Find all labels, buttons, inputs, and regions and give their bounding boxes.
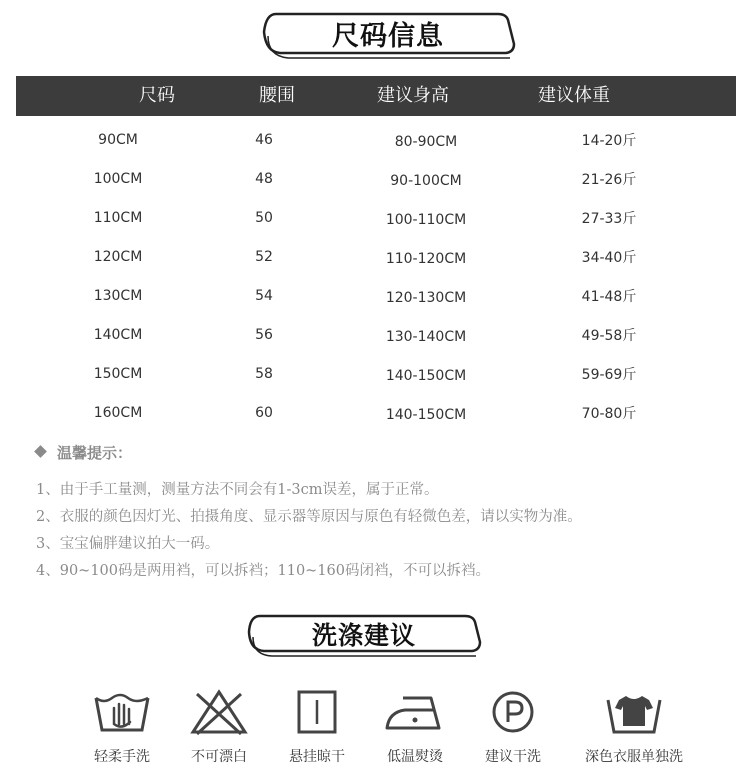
separate-wash-icon	[604, 688, 664, 736]
care-label: 低温熨烫	[387, 749, 443, 765]
cell-weight: 59-69斤	[581, 367, 637, 383]
cell-height: 100-110CM	[385, 212, 467, 228]
size-table-header	[16, 76, 736, 116]
tips-heading	[36, 442, 132, 463]
care-label: 建议干洗	[485, 749, 541, 765]
tip-item-4: 4、90~100码是两用裆，可以拆裆；110~160码闭裆，不可以拆裆。	[36, 563, 491, 579]
header-height: 建议身高	[377, 85, 449, 106]
cell-weight: 27-33斤	[581, 211, 637, 227]
hang-dry-icon	[287, 688, 347, 736]
table-row	[0, 247, 750, 286]
cell-waist: 54	[255, 288, 273, 304]
diamond-bullet-icon	[34, 445, 47, 458]
cell-size: 100CM	[93, 171, 143, 187]
care-label: 轻柔手洗	[94, 749, 150, 765]
header-size: 尺码	[139, 85, 175, 106]
care-item-dry-clean	[458, 688, 568, 766]
cell-weight: 41-48斤	[581, 289, 637, 305]
cell-height: 80-90CM	[394, 134, 458, 150]
cell-weight: 14-20斤	[581, 133, 637, 149]
cell-height: 140-150CM	[385, 407, 467, 423]
cell-size: 90CM	[98, 132, 138, 148]
cell-height: 110-120CM	[385, 251, 467, 267]
cell-waist: 58	[255, 366, 273, 382]
cell-height: 140-150CM	[385, 368, 467, 384]
cell-size: 130CM	[93, 288, 143, 304]
dry-clean-icon	[483, 688, 543, 736]
cell-waist: 60	[255, 405, 273, 421]
cell-weight: 70-80斤	[581, 406, 637, 422]
table-row	[0, 208, 750, 247]
cell-waist: 56	[255, 327, 273, 343]
cell-size: 160CM	[93, 405, 143, 421]
table-row	[0, 325, 750, 364]
tips-heading-text: 温馨提示：	[57, 444, 133, 462]
care-item-hand-wash	[67, 688, 177, 766]
care-label: 悬挂晾干	[289, 749, 345, 765]
cell-waist: 48	[255, 171, 273, 187]
hand-wash-icon	[92, 688, 152, 736]
care-item-low-iron	[360, 688, 470, 766]
tip-item-2: 2、衣服的颜色因灯光、拍摄角度、显示器等原因与原色有轻微色差，请以实物为准。	[36, 509, 582, 525]
table-row	[0, 169, 750, 208]
table-row	[0, 130, 750, 169]
wash-advice-title-badge	[244, 610, 484, 658]
cell-size: 120CM	[93, 249, 143, 265]
cell-waist: 46	[255, 132, 273, 148]
table-row	[0, 364, 750, 403]
care-item-no-bleach	[164, 688, 274, 766]
cell-waist: 52	[255, 249, 273, 265]
wash-advice-title: 洗涤建议	[311, 621, 416, 650]
cell-height: 130-140CM	[385, 329, 467, 345]
low-iron-icon	[383, 688, 447, 736]
table-row	[0, 403, 750, 442]
cell-size: 110CM	[93, 210, 143, 226]
cell-weight: 49-58斤	[581, 328, 637, 344]
care-label: 深色衣服单独洗	[585, 749, 683, 765]
no-bleach-icon	[189, 688, 249, 736]
care-item-hang-dry	[262, 688, 372, 766]
tip-item-3: 3、宝宝偏胖建议拍大一码。	[36, 536, 220, 552]
care-item-separate-wash	[569, 688, 699, 766]
cell-weight: 34-40斤	[581, 250, 637, 266]
tip-item-1: 1、由于手工量测，测量方法不同会有1-3cm误差，属于正常。	[36, 482, 439, 498]
header-weight: 建议体重	[538, 85, 610, 106]
cell-height: 120-130CM	[385, 290, 467, 306]
cell-size: 140CM	[93, 327, 143, 343]
cell-weight: 21-26斤	[581, 172, 637, 188]
cell-waist: 50	[255, 210, 273, 226]
cell-size: 150CM	[93, 366, 143, 382]
cell-height: 90-100CM	[390, 173, 462, 189]
size-info-title-badge	[258, 6, 518, 60]
table-row	[0, 286, 750, 325]
header-waist: 腰围	[259, 85, 295, 106]
size-info-title: 尺码信息	[332, 20, 444, 52]
care-label: 不可漂白	[191, 749, 247, 765]
